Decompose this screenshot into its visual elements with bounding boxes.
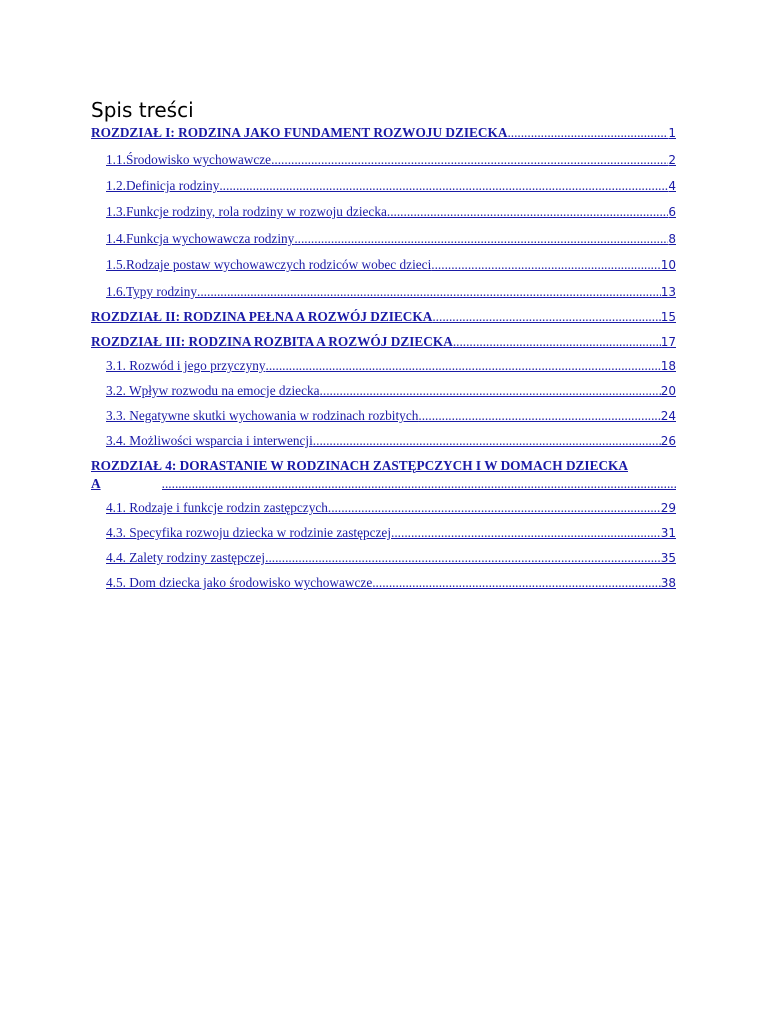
toc-entry-text: 3.4. Możliwości wsparcia i interwencji: [106, 433, 313, 448]
toc-entry-4-1[interactable]: [106, 499, 676, 517]
toc-entry-3-1[interactable]: [106, 357, 676, 375]
toc-dot-leader: [418, 407, 660, 425]
toc-page-number: 18: [660, 359, 676, 373]
toc-dot-leader: [294, 230, 668, 248]
toc-entry-text-line1: ROZDZIAŁ 4: DORASTANIE W RODZINACH ZASTĘPCZYCH I W DOMACH DZIECKA: [91, 458, 629, 473]
toc-entry-text: 4.3. Specyfika rozwoju dziecka w rodzinie zastępczej: [106, 525, 392, 540]
toc-entry-text: 1.5.Rodzaje postaw wychowawczych rodziców wobec dzieci: [106, 257, 432, 272]
toc-page-number: 13: [660, 285, 676, 299]
toc-page-number: 31: [660, 526, 676, 540]
toc-entry-1-6[interactable]: [106, 283, 676, 301]
toc-dot-leader: [387, 203, 668, 221]
toc-dot-leader: [162, 475, 676, 493]
toc-entry-text: ROZDZIAŁ III: RODZINA ROZBITA A ROZWÓJ DZIECKA: [91, 334, 453, 349]
toc-dot-leader: [391, 524, 661, 542]
toc-entry-4-3[interactable]: [106, 524, 676, 542]
toc-entry-text: 4.1. Rodzaje i funkcje rodzin zastępczych: [106, 500, 328, 515]
toc-title: Spis treści: [91, 98, 194, 122]
toc-page-number: 4: [668, 179, 676, 193]
toc-dot-leader: [453, 333, 661, 351]
toc-dot-leader: [431, 256, 660, 274]
toc-dot-leader: [219, 177, 668, 195]
toc-page-number: 2: [668, 153, 676, 167]
toc-entry-4-4[interactable]: [106, 549, 676, 567]
toc-entry-text: 3.2. Wpływ rozwodu na emocje dziecka: [106, 383, 320, 398]
toc-entry-chapter-4[interactable]: [91, 457, 676, 493]
toc-page-number: 35: [660, 551, 676, 565]
toc-entry-text: 3.1. Rozwód i jego przyczyny: [106, 358, 266, 373]
toc-page-number: 29: [660, 501, 676, 515]
toc-page-number: 10: [660, 258, 676, 272]
toc-entry-3-4[interactable]: [106, 432, 676, 450]
toc-page-number: 6: [668, 205, 676, 219]
toc-entry-1-5[interactable]: [106, 256, 676, 274]
toc-page-number: 15: [660, 310, 676, 324]
toc-entry-3-3[interactable]: [106, 407, 676, 425]
toc-page-number: 26: [660, 434, 676, 448]
toc-dot-leader: [313, 432, 661, 450]
toc-entry-text: ROZDZIAŁ II: RODZINA PEŁNA A ROZWÓJ DZIECKA: [91, 309, 433, 324]
toc-dot-leader: [372, 574, 660, 592]
toc-entry-chapter-2[interactable]: [91, 308, 676, 326]
toc-dot-leader: [271, 151, 668, 169]
toc-dot-leader: [432, 308, 660, 326]
toc-page-number: 17: [660, 335, 676, 349]
toc-entry-chapter-1[interactable]: [91, 124, 676, 142]
toc-entry-line2: [91, 475, 676, 493]
toc-entry-1-3[interactable]: [106, 203, 676, 221]
toc-entry-1-1[interactable]: [106, 151, 676, 169]
toc-entry-text: 1.2.Definicja rodziny: [106, 178, 220, 193]
toc-entry-text-line2: A: [91, 476, 101, 491]
toc-dot-leader: [328, 499, 661, 517]
toc-dot-leader: [320, 382, 661, 400]
toc-page-number: 38: [660, 576, 676, 590]
toc-entry-4-5[interactable]: [106, 574, 676, 592]
toc-entry-3-2[interactable]: [106, 382, 676, 400]
toc-page-number: 24: [660, 409, 676, 423]
toc-dot-leader: [507, 124, 668, 142]
toc-page-number: 1: [668, 126, 676, 140]
toc-entry-text: 4.4. Zalety rodziny zastępczej: [106, 550, 266, 565]
toc-entry-chapter-3[interactable]: [91, 333, 676, 351]
toc-entry-text: 1.4.Funkcja wychowawcza rodziny: [106, 231, 295, 246]
toc-entry-1-4[interactable]: [106, 230, 676, 248]
toc-entry-text: 1.1.Środowisko wychowawcze: [106, 152, 272, 167]
toc-dot-leader: [266, 357, 661, 375]
toc-entry-text: 3.3. Negatywne skutki wychowania w rodzinach rozbitych: [106, 408, 419, 423]
toc-entry-1-2[interactable]: [106, 177, 676, 195]
toc-entry-text: 1.6.Typy rodziny: [106, 284, 198, 299]
toc-page-number: 8: [668, 232, 676, 246]
toc-entry-text: ROZDZIAŁ I: RODZINA JAKO FUNDAMENT ROZWOJU DZIECKA: [91, 125, 508, 140]
toc-page-number: 20: [660, 384, 676, 398]
toc-entry-text: 1.3.Funkcje rodziny, rola rodziny w rozwoju dziecka: [106, 204, 387, 219]
toc-dot-leader: [197, 283, 661, 301]
toc-entry-text: 4.5. Dom dziecka jako środowisko wychowawcze: [106, 575, 373, 590]
toc-dot-leader: [265, 549, 661, 567]
